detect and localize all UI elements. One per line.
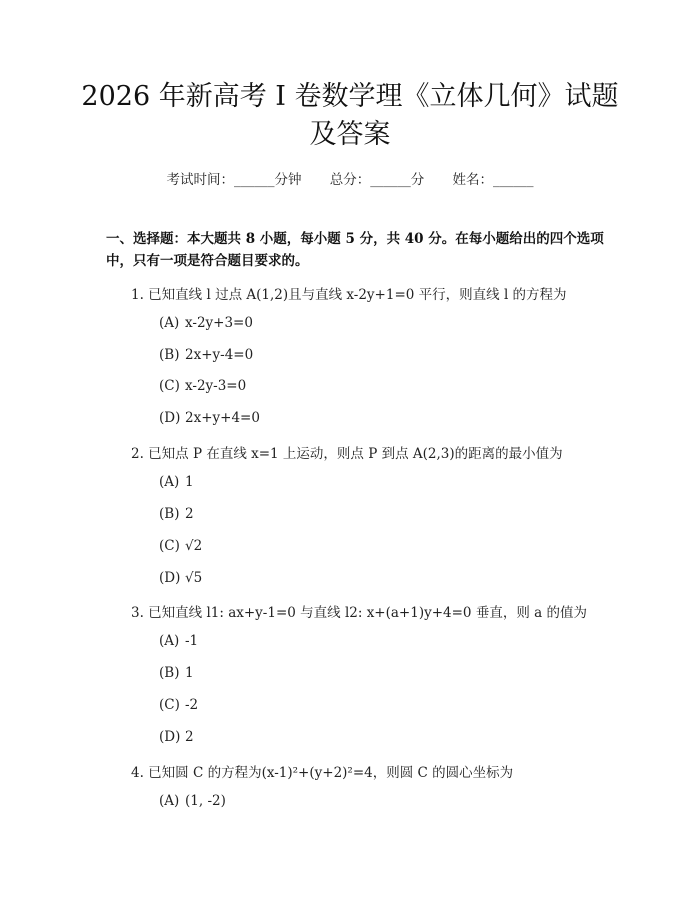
question-2-option-b xyxy=(159,506,194,522)
section-heading xyxy=(106,228,611,272)
option-label: (D) xyxy=(159,570,181,586)
option-label: (B) xyxy=(159,506,180,522)
option-label: (D) xyxy=(159,729,181,745)
exam-title-line-2: 及答案 xyxy=(309,119,391,150)
option-text: 1 xyxy=(185,665,194,681)
question-1-option-b xyxy=(159,347,253,363)
option-label: (C) xyxy=(159,538,180,554)
section-heading-line-1: 一、选择题：本大题共 8 小题，每小题 5 分，共 40 分。在每小题给出的四个选项 xyxy=(106,231,604,247)
option-label: (A) xyxy=(159,793,180,809)
option-text: √5 xyxy=(185,570,203,586)
option-label: (A) xyxy=(159,633,180,649)
section-heading-line-2: 中，只有一项是符合题目要求的。 xyxy=(106,253,309,269)
option-label: (B) xyxy=(159,347,180,363)
question-2-option-d xyxy=(159,570,202,586)
question-3-option-c xyxy=(159,697,198,713)
option-label: (C) xyxy=(159,378,180,394)
question-3-stem: 3. 已知直线 l1: ax+y-1=0 与直线 l2: x+(a+1)y+4=0 垂直，则 a 的值为 xyxy=(131,605,587,621)
question-1-stem: 1. 已知直线 l 过点 A(1,2)且与直线 x-2y+1=0 平行，则直线 l 的方程为 xyxy=(131,287,567,303)
question-3-option-b xyxy=(159,665,194,681)
option-label: (C) xyxy=(159,697,180,713)
question-3-option-a xyxy=(159,633,198,649)
exam-meta xyxy=(0,168,700,188)
option-text: -1 xyxy=(185,633,199,649)
option-text: -2 xyxy=(185,697,199,713)
exam-title-line-1: 2026 年新高考 I 卷数学理《立体几何》试题 xyxy=(81,81,619,112)
exam-name-field: 姓名：______ xyxy=(452,172,534,188)
question-4-stem: 4. 已知圆 C 的方程为(x-1)²+(y+2)²=4，则圆 C 的圆心坐标为 xyxy=(131,765,514,781)
question-1-option-d xyxy=(159,410,260,426)
option-text: 2x+y+4=0 xyxy=(185,410,260,426)
exam-score-field: 总分：______分 xyxy=(329,172,425,188)
option-text: x-2y-3=0 xyxy=(185,378,247,394)
option-text: √2 xyxy=(185,538,203,554)
option-text: 1 xyxy=(185,474,194,490)
option-text: x-2y+3=0 xyxy=(185,315,253,331)
option-label: (A) xyxy=(159,474,180,490)
option-label: (A) xyxy=(159,315,180,331)
option-text: 2 xyxy=(185,729,194,745)
exam-time-field: 考试时间：______分钟 xyxy=(166,172,302,188)
question-1-option-c xyxy=(159,378,246,394)
option-label: (B) xyxy=(159,665,180,681)
question-4-option-a xyxy=(159,793,226,809)
question-2-stem: 2. 已知点 P 在直线 x=1 上运动，则点 P 到点 A(2,3)的距离的最小值为 xyxy=(131,446,563,462)
question-3-option-d xyxy=(159,729,194,745)
question-1-option-a xyxy=(159,315,253,331)
option-text: 2x+y-4=0 xyxy=(185,347,254,363)
option-text: (1, -2) xyxy=(185,793,226,809)
question-2-option-c xyxy=(159,538,202,554)
question-2-option-a xyxy=(159,474,194,490)
option-text: 2 xyxy=(185,506,194,522)
option-label: (D) xyxy=(159,410,181,426)
